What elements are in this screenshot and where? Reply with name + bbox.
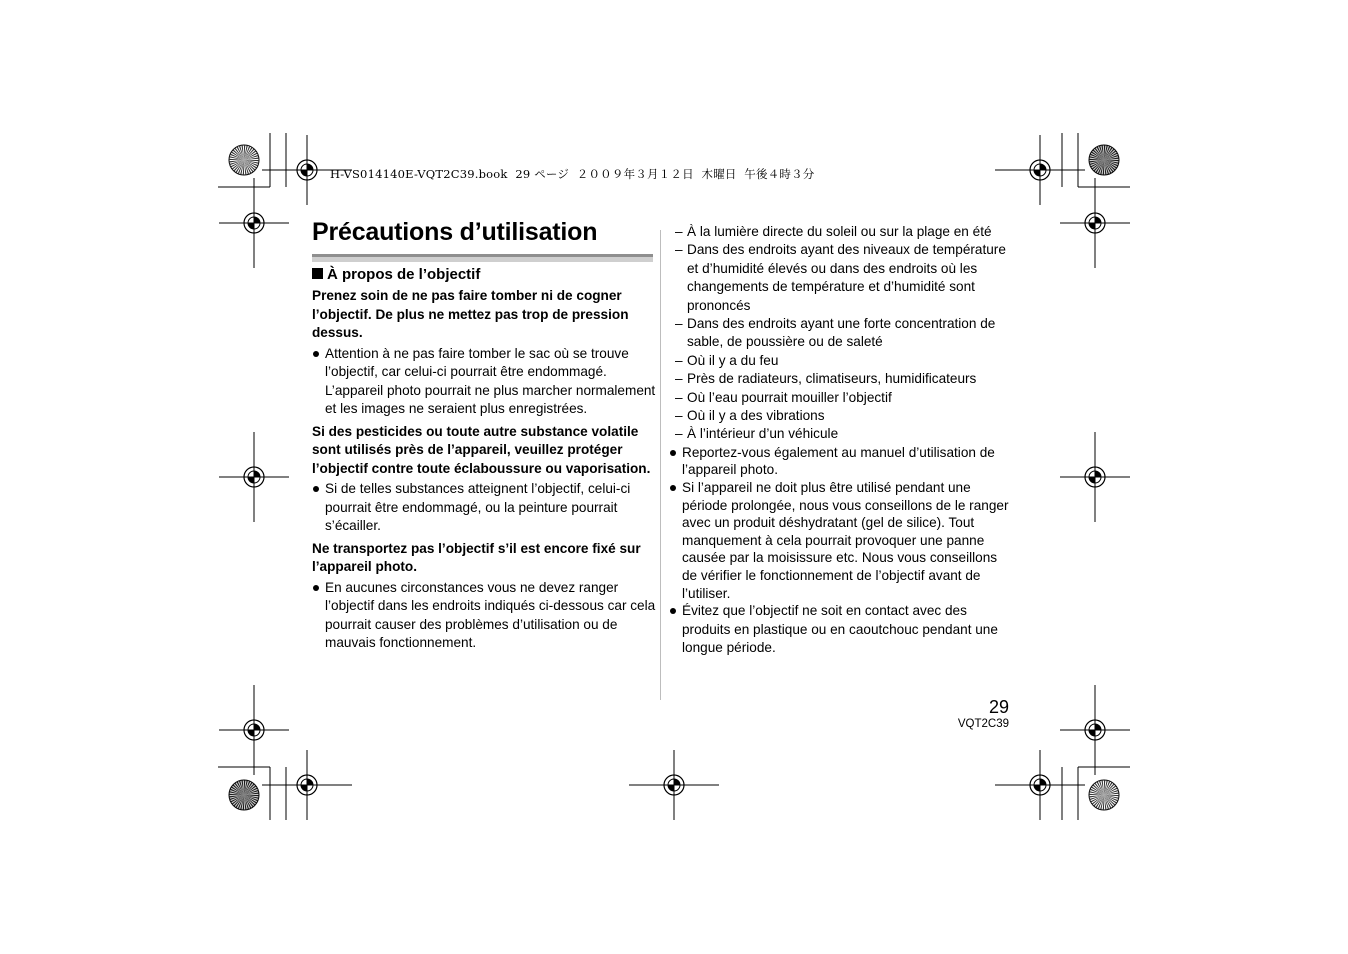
column-divider <box>660 230 661 700</box>
registration-crosshair-icon <box>1060 432 1130 522</box>
bullet-dot-icon <box>670 608 676 614</box>
page-title: Précautions d’utilisation <box>312 218 598 246</box>
bold-paragraph-1: Prenez soin de ne pas faire tomber ni de cogner l’objectif. De plus ne mettez pas trop de pression dessus. <box>312 288 629 340</box>
registration-crosshair-icon <box>1060 685 1130 775</box>
registration-crosshair-icon <box>219 178 289 268</box>
dash-marker: – <box>675 242 683 258</box>
registration-crosshair-icon <box>1060 178 1130 268</box>
dash-marker: – <box>675 408 683 424</box>
dash-item: – Dans des endroits ayant une forte concentration de sable, de poussière ou de saleté <box>675 316 996 350</box>
section-heading <box>312 265 657 285</box>
file-info-line: H-VS014140E-VQT2C39.book 29 ページ ２００９年３月１２日 木曜日 午後４時３分 <box>330 167 815 181</box>
dash-marker: – <box>675 352 683 368</box>
bullet-dot-icon <box>313 585 319 591</box>
section-heading-text: À propos de l’objectif <box>327 266 481 283</box>
right-bullet-1: Reportez-vous également au manuel d’utilisation de l’appareil photo. <box>669 444 1014 479</box>
dash-item: – À l’intérieur d’un véhicule <box>669 425 1014 443</box>
dash-item: – Où l’eau pourrait mouiller l’objectif <box>669 389 1014 407</box>
color-starburst-icon <box>1089 780 1119 810</box>
page-number: 29 <box>988 697 1009 717</box>
registration-crosshair-icon <box>219 685 289 775</box>
dash-item: – Près de radiateurs, climatiseurs, humidificateurs <box>669 370 1014 388</box>
registration-crosshair-icon <box>995 135 1085 205</box>
dash-marker: – <box>675 426 683 442</box>
dash-item: – Où il y a des vibrations <box>669 407 1014 425</box>
registration-crosshair-icon <box>629 750 719 820</box>
color-starburst-icon <box>1089 145 1119 175</box>
registration-crosshair-icon <box>262 750 352 820</box>
right-bullet-3: Évitez que l’objectif ne soit en contact avec des produits en plastique ou en caoutchouc pendant une longue période. <box>669 602 1014 657</box>
document-code: VQT2C39 <box>957 718 1009 730</box>
bullet-dot-icon <box>313 351 319 357</box>
dash-item: – Dans des endroits ayant des niveaux de température et d’humidité élevés ou dans des endroits où les changements de température et d’humidité sont prononcés <box>675 242 1006 313</box>
bold-paragraph-3: Ne transportez pas l’objectif s’il est encore fixé sur l’appareil photo. <box>312 540 641 574</box>
square-bullet-icon <box>312 268 323 279</box>
color-starburst-icon <box>229 780 259 810</box>
registration-crosshair-icon <box>995 750 1085 820</box>
bold-paragraph-2: Si des pesticides ou toute autre substance volatile sont utilisés près de l’appareil, veuillez protéger l’objectif contre toute éclaboussure ou vaporisation. <box>312 423 651 476</box>
left-column <box>312 264 657 657</box>
bullet-dot-icon <box>670 450 676 456</box>
registration-crosshair-icon <box>219 432 289 522</box>
bullet-dot-icon <box>313 486 319 492</box>
bullet-item-1: Attention à ne pas faire tomber le sac où se trouve l’objectif, car celui-ci pourrait être endommagé. L’appareil photo pourrait ne plus marcher normalement et les images ne seraient plus enregistrées. <box>312 345 657 419</box>
dash-marker: – <box>675 224 683 239</box>
bullet-item-3: En aucunes circonstances vous ne devez ranger l’objectif dans les endroits indiqués ci-dessous car cela pourrait causer des problèmes d’utilisation ou de mauvais fonctionnement. <box>312 579 657 653</box>
right-bullet-2: Si l’appareil ne doit plus être utilisé pendant une période prolongée, nous vous conseillons de le ranger avec un produit déshydratant (gel de silice). Tout manquement à cela pourrait provoquer une panne causée par la moisissure etc. Nous vous conseillons de vérifier le fonctionnement de l’objectif avant de l’utiliser. <box>669 479 1014 602</box>
title-underline <box>312 254 653 263</box>
dash-item: – Où il y a du feu <box>669 352 1014 370</box>
bullet-item-2: Si de telles substances atteignent l’objectif, celui-ci pourrait être endommagé, ou la peinture pourrait s’écailler. <box>312 480 657 536</box>
dash-item: – À la lumière directe du soleil ou sur la plage en été <box>669 223 1014 241</box>
color-starburst-icon <box>229 145 259 175</box>
right-column <box>669 223 1014 657</box>
dash-marker: – <box>675 389 683 405</box>
dash-marker: – <box>675 316 683 332</box>
bullet-dot-icon <box>670 485 676 491</box>
dash-marker: – <box>675 371 683 387</box>
